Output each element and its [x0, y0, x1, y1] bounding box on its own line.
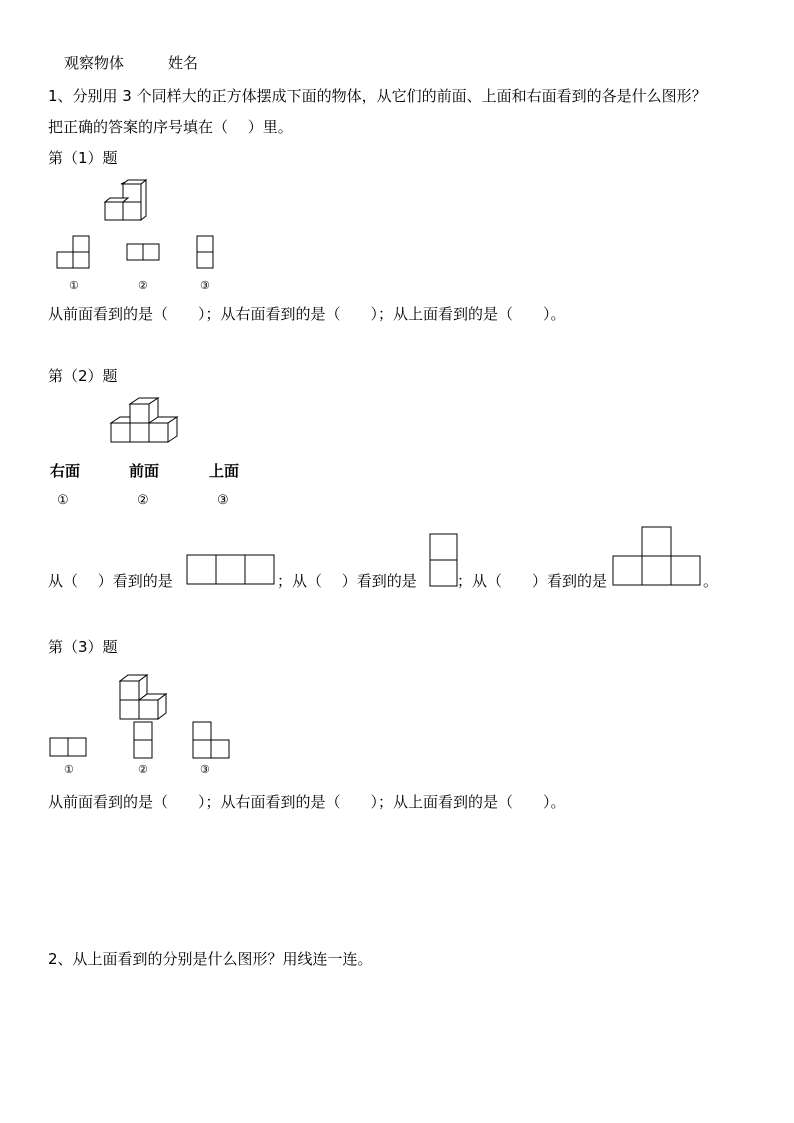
problem-3-option-3-number: ③: [200, 763, 210, 776]
problem-2-cube-object: [108, 398, 182, 444]
problem-3-option-2-figure: [133, 721, 153, 759]
problem-3-option-3-figure: [192, 721, 232, 759]
problem-3-heading: 第（3）题: [48, 638, 118, 656]
problem-1-option-2-number: ②: [138, 279, 148, 292]
problem-3-cube-object: [114, 673, 172, 721]
problem-2-answer-seg2[interactable]: ；从（ ）看到的是: [277, 572, 417, 590]
problem-3-option-2-number: ②: [138, 763, 148, 776]
q2-instruction: 2、从上面看到的分别是什么图形？用线连一连。: [48, 950, 373, 968]
problem-2-option-2-number: ②: [137, 493, 149, 508]
problem-1-option-1-number: ①: [69, 279, 79, 292]
problem-2-option-3-number: ③: [217, 493, 229, 508]
problem-2-figure-t-shape: [612, 526, 702, 586]
problem-1-answer-line[interactable]: 从前面看到的是（ ）；从右面看到的是（ ）；从上面看到的是（ ）。: [48, 305, 566, 323]
problem-2-answer-seg1[interactable]: 从（ ）看到的是: [48, 572, 173, 590]
problem-2-answer-seg3[interactable]: ；从（ ）看到的是: [457, 572, 608, 590]
name-label: 姓名: [168, 54, 199, 72]
problem-1-option-2-figure: [126, 243, 160, 261]
problem-2-figure-three-in-row: [186, 554, 276, 585]
q1-instruction-line1: 1、分别用 3 个同样大的正方体摆成下面的物体，从它们的前面、上面和右面看到的各是什么图形？: [48, 87, 707, 105]
problem-2-figure-two-stacked: [429, 533, 459, 587]
problem-3-option-1-number: ①: [64, 763, 74, 776]
problem-1-option-3-figure: [196, 235, 214, 269]
q1-instruction-line2: 把正确的答案的序号填在（ ）里。: [48, 118, 293, 136]
problem-3-option-1-figure: [49, 737, 89, 757]
worksheet-title: 观察物体: [64, 54, 125, 72]
problem-1-option-1-figure: [57, 235, 91, 269]
problem-1-option-3-number: ③: [200, 279, 210, 292]
problem-2-option-1-number: ①: [57, 493, 69, 508]
problem-2-heading: 第（2）题: [48, 367, 118, 385]
problem-3-answer-line[interactable]: 从前面看到的是（ ）；从右面看到的是（ ）；从上面看到的是（ ）。: [48, 793, 566, 811]
problem-1-heading: 第（1）题: [48, 149, 118, 167]
view-label-front: 前面: [129, 462, 160, 480]
problem-1-cube-object: [100, 180, 160, 225]
problem-2-answer-end: 。: [703, 572, 719, 590]
view-label-top: 上面: [209, 462, 240, 480]
view-label-right: 右面: [50, 462, 81, 480]
